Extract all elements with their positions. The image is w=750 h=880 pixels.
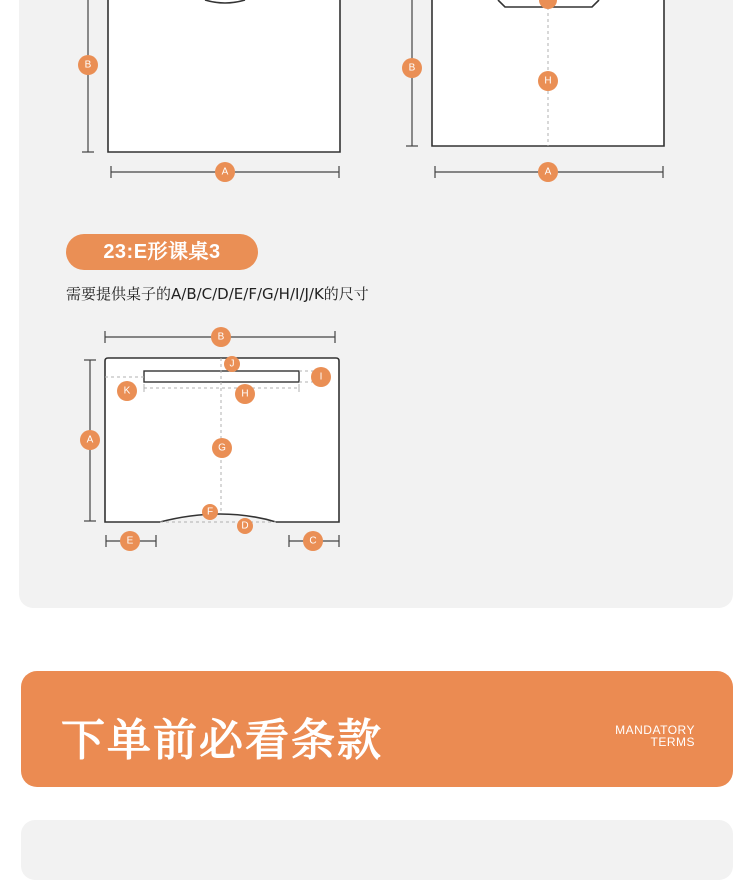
dim-marker-A [80, 430, 100, 450]
banner-subtitle [615, 724, 695, 748]
requirement-text: 需要提供桌子的A/B/C/D/E/F/G/H/I/J/K的尺寸 [66, 285, 369, 303]
svg-text:E: E [126, 535, 134, 547]
svg-text:K: K [123, 385, 131, 397]
svg-text:H: H [241, 388, 249, 400]
dim-marker-A [215, 162, 235, 182]
diagram-top-right [402, 0, 664, 182]
dim-marker-C [303, 531, 323, 551]
dim-marker-A [538, 162, 558, 182]
svg-text:A: A [86, 434, 94, 446]
terms-banner [21, 671, 733, 787]
diagram-top-left [78, 0, 340, 182]
dim-marker-B [402, 58, 422, 78]
svg-text:F: F [206, 506, 214, 518]
dim-marker-E [120, 531, 140, 551]
svg-text:J: J [229, 358, 235, 370]
dim-marker-H [538, 71, 558, 91]
svg-text:C: C [309, 535, 317, 547]
dim-marker-G [212, 438, 232, 458]
svg-text:H: H [544, 75, 552, 87]
dim-marker-J [224, 356, 240, 372]
next-panel [21, 820, 733, 880]
banner-title: 下单前必看条款 [61, 715, 383, 766]
banner-subtitle-line1: MANDATORY [615, 723, 695, 737]
section-title-pill: 23:E形课桌3 [66, 234, 258, 270]
dim-marker-K [117, 381, 137, 401]
diagram-e-desk [80, 327, 339, 551]
svg-text:A: A [544, 166, 552, 178]
svg-text:A: A [221, 166, 229, 178]
dim-marker-D [237, 518, 253, 534]
svg-text:G: G [218, 442, 226, 454]
dim-marker-I [311, 367, 331, 387]
svg-text:B: B [217, 331, 225, 343]
svg-text:D: D [241, 520, 249, 532]
svg-text:B: B [84, 59, 92, 71]
svg-text:I: I [319, 371, 323, 383]
svg-text:B: B [408, 62, 416, 74]
dim-marker-B [78, 55, 98, 75]
dim-marker-H [235, 384, 255, 404]
dim-marker-F [202, 504, 218, 520]
dim-marker-B [211, 327, 231, 347]
banner-subtitle-line2: TERMS [650, 735, 695, 749]
